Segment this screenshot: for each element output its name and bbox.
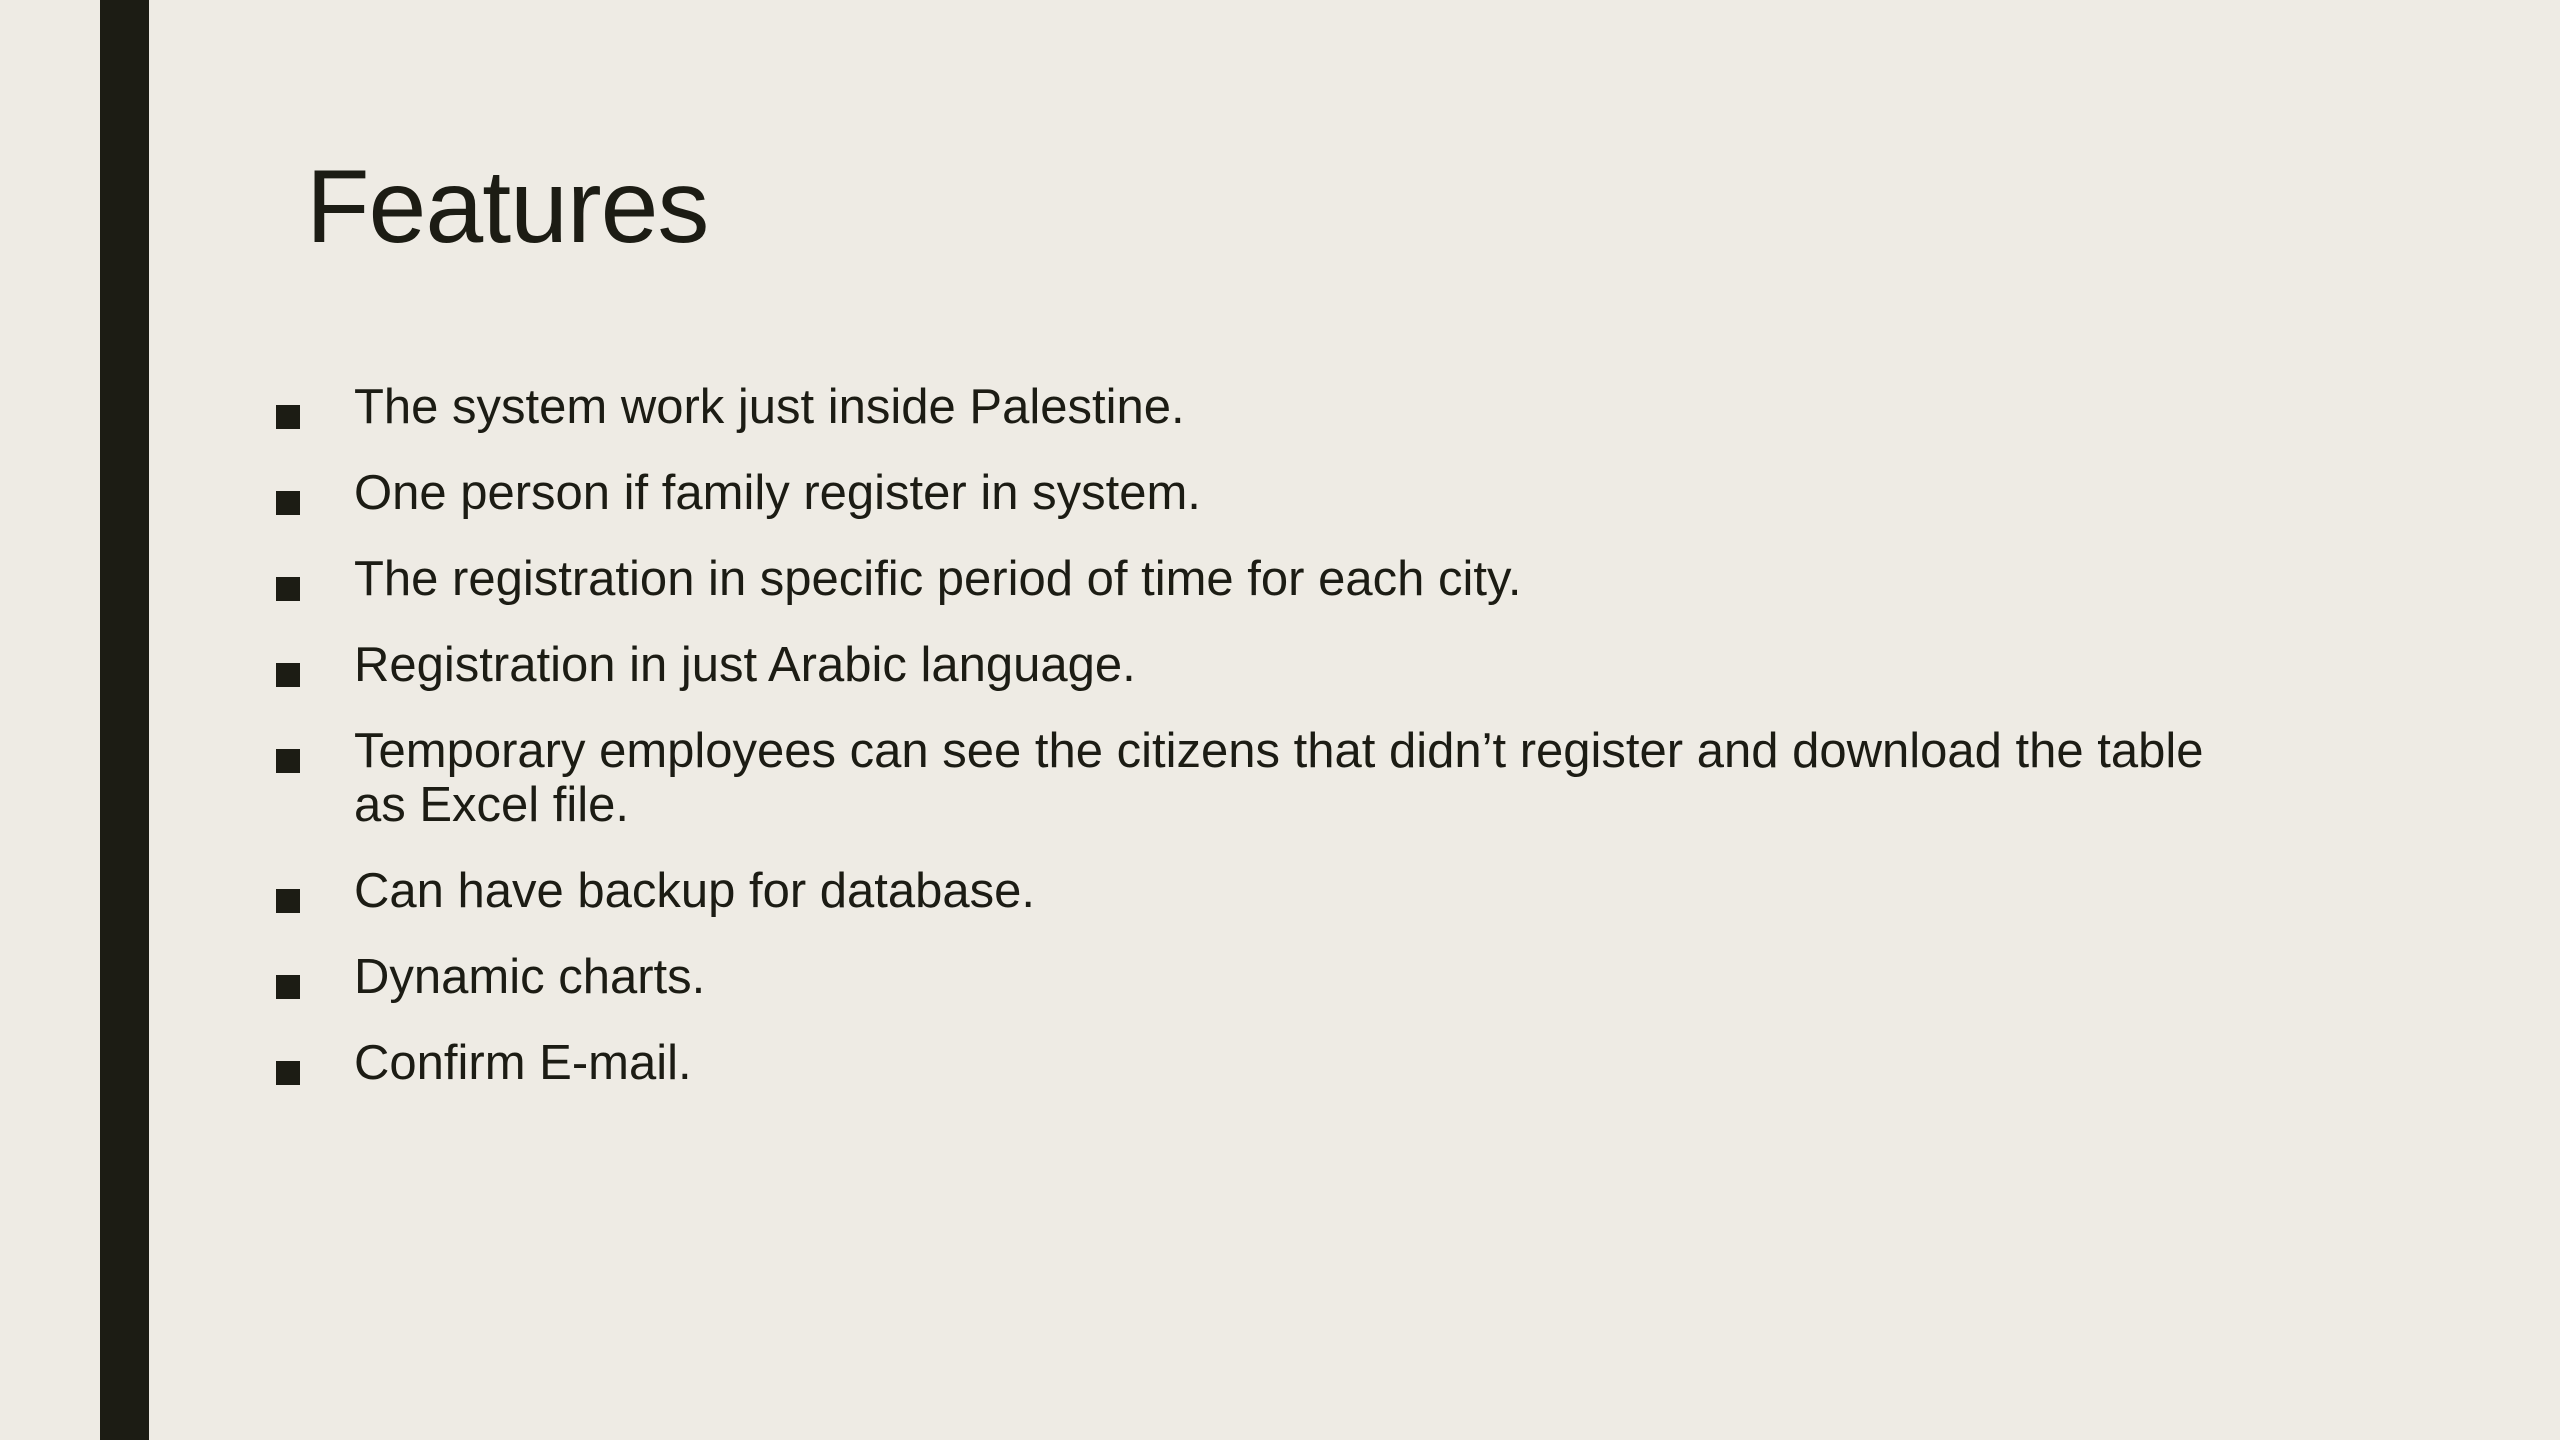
bullet-text: The system work just inside Palestine. (354, 380, 1185, 434)
bullet-text: Dynamic charts. (354, 950, 706, 1004)
bullet-text: One person if family register in system. (354, 466, 1201, 520)
bullet-item (276, 552, 2206, 606)
square-bullet-icon (276, 405, 300, 429)
square-bullet-icon (276, 1061, 300, 1085)
bullet-item (276, 864, 2206, 918)
accent-bar (100, 0, 149, 1440)
bullet-item (276, 380, 2206, 434)
slide-title: Features (306, 149, 709, 265)
bullet-item (276, 466, 2206, 520)
bullet-text: Registration in just Arabic language. (354, 638, 1136, 692)
square-bullet-icon (276, 663, 300, 687)
bullet-text: Temporary employees can see the citizens that didn’t register and download the table as Excel file. (354, 724, 2204, 832)
bullet-text: The registration in specific period of time for each city. (354, 552, 1522, 606)
square-bullet-icon (276, 889, 300, 913)
bullet-text: Confirm E-mail. (354, 1036, 692, 1090)
square-bullet-icon (276, 577, 300, 601)
bullet-item (276, 638, 2206, 692)
bullet-list (276, 380, 2206, 1122)
bullet-item (276, 724, 2206, 832)
square-bullet-icon (276, 491, 300, 515)
square-bullet-icon (276, 749, 300, 773)
bullet-item (276, 950, 2206, 1004)
square-bullet-icon (276, 975, 300, 999)
bullet-text: Can have backup for database. (354, 864, 1036, 918)
bullet-item (276, 1036, 2206, 1090)
